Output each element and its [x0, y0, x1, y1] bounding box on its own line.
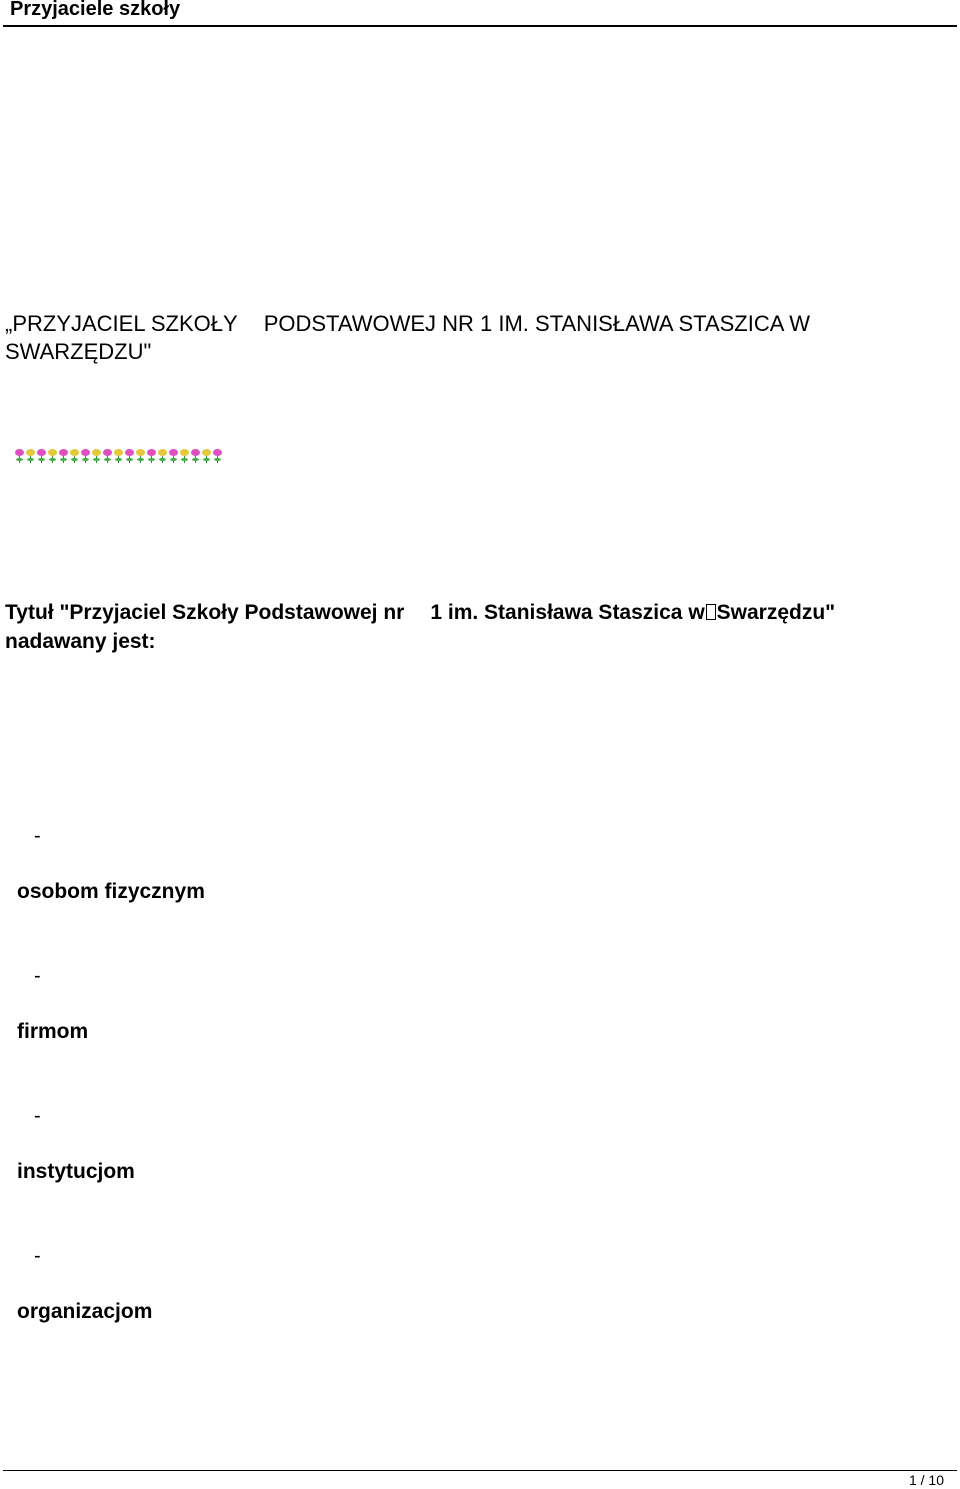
list-dash: -: [34, 965, 41, 987]
flower-icon: [168, 448, 179, 464]
list-dash: -: [34, 825, 41, 847]
footer-divider: [3, 1470, 957, 1471]
list-item-label: osobom fizycznym: [17, 880, 205, 903]
header-divider: [3, 25, 957, 27]
title-part1: Tytuł "Przyjaciel Szkoły Podstawowej nr: [5, 601, 405, 624]
flower-icon: [157, 448, 168, 464]
flower-icon: [201, 448, 212, 464]
flower-icon: [58, 448, 69, 464]
flower-icon: [91, 448, 102, 464]
list-item-label: instytucjom: [17, 1160, 135, 1183]
list-dash: -: [34, 1245, 41, 1267]
list-item-label: firmom: [17, 1020, 89, 1043]
flower-icon: [113, 448, 124, 464]
title-line2: nadawany jest:: [5, 630, 156, 653]
document-heading-part1: „PRZYJACIEL SZKOŁY: [5, 311, 238, 336]
list-dash: -: [34, 1105, 41, 1127]
flower-icon: [212, 448, 223, 464]
flower-icon: [36, 448, 47, 464]
flower-icon: [69, 448, 80, 464]
flower-icon: [135, 448, 146, 464]
title-part3: Swarzędzu": [716, 601, 836, 624]
document-heading-line2: SWARZĘDZU": [5, 339, 152, 364]
flower-icon: [190, 448, 201, 464]
flower-icon: [179, 448, 190, 464]
title-statement: [5, 598, 835, 656]
flower-icon: [47, 448, 58, 464]
title-part2: 1 im. Stanisława Staszica w: [430, 601, 705, 624]
flower-border-icon: [14, 448, 223, 464]
flower-icon: [102, 448, 113, 464]
header-title: Przyjaciele szkoły: [10, 0, 181, 20]
flower-icon: [124, 448, 135, 464]
missing-glyph-icon: [706, 604, 716, 620]
flower-icon: [14, 448, 25, 464]
page-number: 1 / 10: [908, 1472, 944, 1488]
document-heading-part2: PODSTAWOWEJ NR 1 IM. STANISŁAWA STASZICA W: [263, 311, 811, 336]
document-heading: [5, 310, 810, 366]
flower-icon: [25, 448, 36, 464]
flower-icon: [146, 448, 157, 464]
list-item-label: organizacjom: [17, 1300, 153, 1323]
flower-icon: [80, 448, 91, 464]
